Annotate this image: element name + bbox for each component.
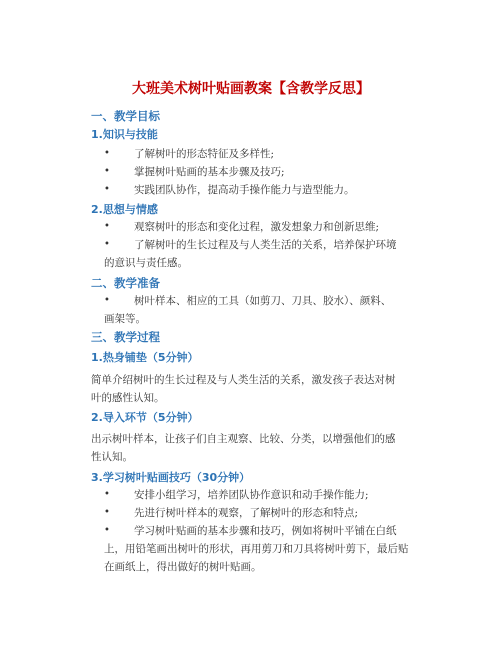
bullet-item [104,145,434,163]
bullet-text: 了解树叶的生长过程及与人类生活的关系，培养保护环境 [134,239,397,251]
bullet-item [104,236,434,254]
paragraph-line: 简单介绍树叶的生长过程及与人类生活的关系，激发孩子表达对树 [91,374,396,386]
section-heading-process: 三、教学过程 [91,330,160,344]
bullet-text: 先进行树叶样本的观察，了解树叶的形态和特点; [134,507,359,519]
section-heading-goals: 一、教学目标 [91,109,160,123]
bullet-item [104,522,434,540]
bullet-icon: • [104,295,110,306]
bullet-text: 在画纸上，得出做好的树叶贴画。 [104,561,262,573]
bullet-icon: • [104,184,110,195]
bullet-text: 了解树叶的形态特征及多样性; [134,148,275,160]
subheading-intro: 2.导入环节（5分钟） [91,411,199,424]
bullet-icon: • [104,148,110,159]
bullet-text: 的意识与责任感。 [104,257,188,269]
bullet-icon: • [104,507,110,518]
bullet-icon: • [104,239,110,250]
section-heading-prep: 二、教学准备 [91,276,160,290]
bullet-icon: • [104,525,110,536]
bullet-item [104,163,434,181]
bullet-text: 上，用铅笔画出树叶的形状，再用剪刀和刀具将树叶剪下，最后贴 [104,543,409,555]
bullet-text: 树叶样本、相应的工具（如剪刀、刀具、胶水）、颜料、 [134,295,392,307]
bullet-icon: • [104,489,110,500]
bullet-text: 实践团队协作，提高动手操作能力与造型能力。 [134,184,355,196]
document-title: 大班美术树叶贴画教案【含教学反思】 [132,81,370,97]
bullet-item [104,486,434,504]
bullet-item [104,292,434,310]
subheading-emotion: 2.思想与情感 [91,203,158,216]
bullet-icon: • [104,166,110,177]
bullet-item [104,181,434,199]
bullet-continuation [104,558,434,576]
bullet-text: 画架等。 [104,313,146,325]
bullet-text: 学习树叶贴画的基本步骤和技巧，例如将树叶平铺在白纸 [134,525,397,537]
bullet-continuation [104,540,434,558]
subheading-warmup: 1.热身铺垫（5分钟） [91,351,199,364]
bullet-icon: • [104,221,110,232]
bullet-text: 安排小组学习，培养团队协作意识和动手操作能力; [134,489,369,501]
bullet-text: 观察树叶的形态和变化过程，激发想象力和创新思维; [134,221,380,233]
subheading-technique: 3.学习树叶贴画技巧（30分钟） [91,471,251,484]
paragraph-line: 出示树叶样本，让孩子们自主观察、比较、分类，以增强他们的感 [91,433,396,445]
paragraph-line: 叶的感性认知。 [91,392,165,404]
bullet-item [104,504,434,522]
bullet-item [104,218,434,236]
paragraph-line: 性认知。 [91,451,133,463]
bullet-continuation [104,310,434,328]
bullet-text: 掌握树叶贴画的基本步骤及技巧; [134,166,285,178]
bullet-continuation [104,254,434,272]
subheading-knowledge: 1.知识与技能 [91,128,158,141]
